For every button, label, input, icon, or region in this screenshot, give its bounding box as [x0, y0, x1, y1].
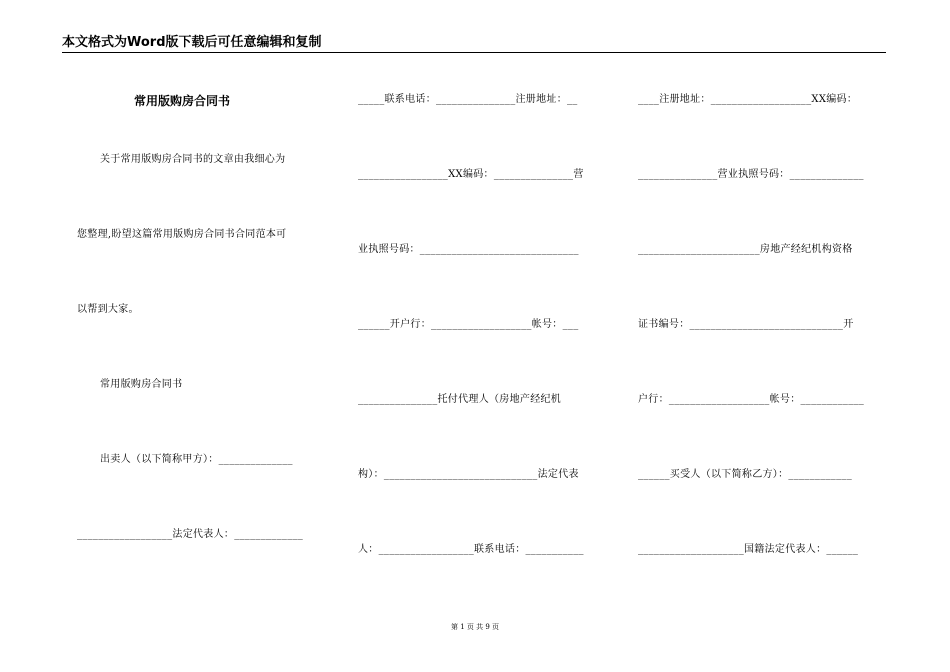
page-number: 第 1 页 共 9 页: [450, 623, 500, 631]
document-header: 本文格式为Word版下载后可任意编辑和复制: [62, 35, 322, 50]
text-line: _______________________房地产经纪机构资格: [638, 244, 853, 255]
text-line: 构）：_____________________________法定代表: [358, 469, 579, 480]
text-line: 人：__________________联系电话：___________: [358, 544, 584, 555]
text-line: 关于常用版购房合同书的文章由我细心为: [100, 154, 286, 165]
text-line: _______________营业执照号码：______________: [638, 169, 864, 180]
text-line: 出卖人（以下简称甲方）：______________: [100, 454, 293, 465]
header-divider: [62, 52, 886, 53]
text-line: _________________XX编码：_______________营: [358, 169, 584, 180]
text-line: ____注册地址：___________________XX编码：: [638, 94, 858, 105]
text-line: 常用版购房合同书: [100, 379, 183, 390]
document-title: 常用版购房合同书: [134, 94, 231, 108]
text-line: _______________托付代理人（房地产经纪机: [358, 394, 562, 405]
text-line: 以帮到大家。: [77, 304, 139, 315]
text-line: 证书编号：_____________________________开: [638, 319, 854, 330]
text-line: __________________法定代表人：_____________: [77, 529, 304, 540]
text-line: 业执照号码：______________________________: [358, 244, 579, 255]
text-line: ______开户行：___________________帐号：___: [358, 319, 579, 330]
text-line: ____________________国籍法定代表人：______: [638, 544, 859, 555]
text-line: ______买受人（以下简称乙方）：____________: [638, 469, 852, 480]
text-line: 户行：___________________帐号：____________: [638, 394, 865, 405]
text-line: _____联系电话：_______________注册地址：__: [358, 94, 578, 105]
text-line: 您整理,盼望这篇常用版购房合同书合同范本可: [77, 229, 287, 240]
